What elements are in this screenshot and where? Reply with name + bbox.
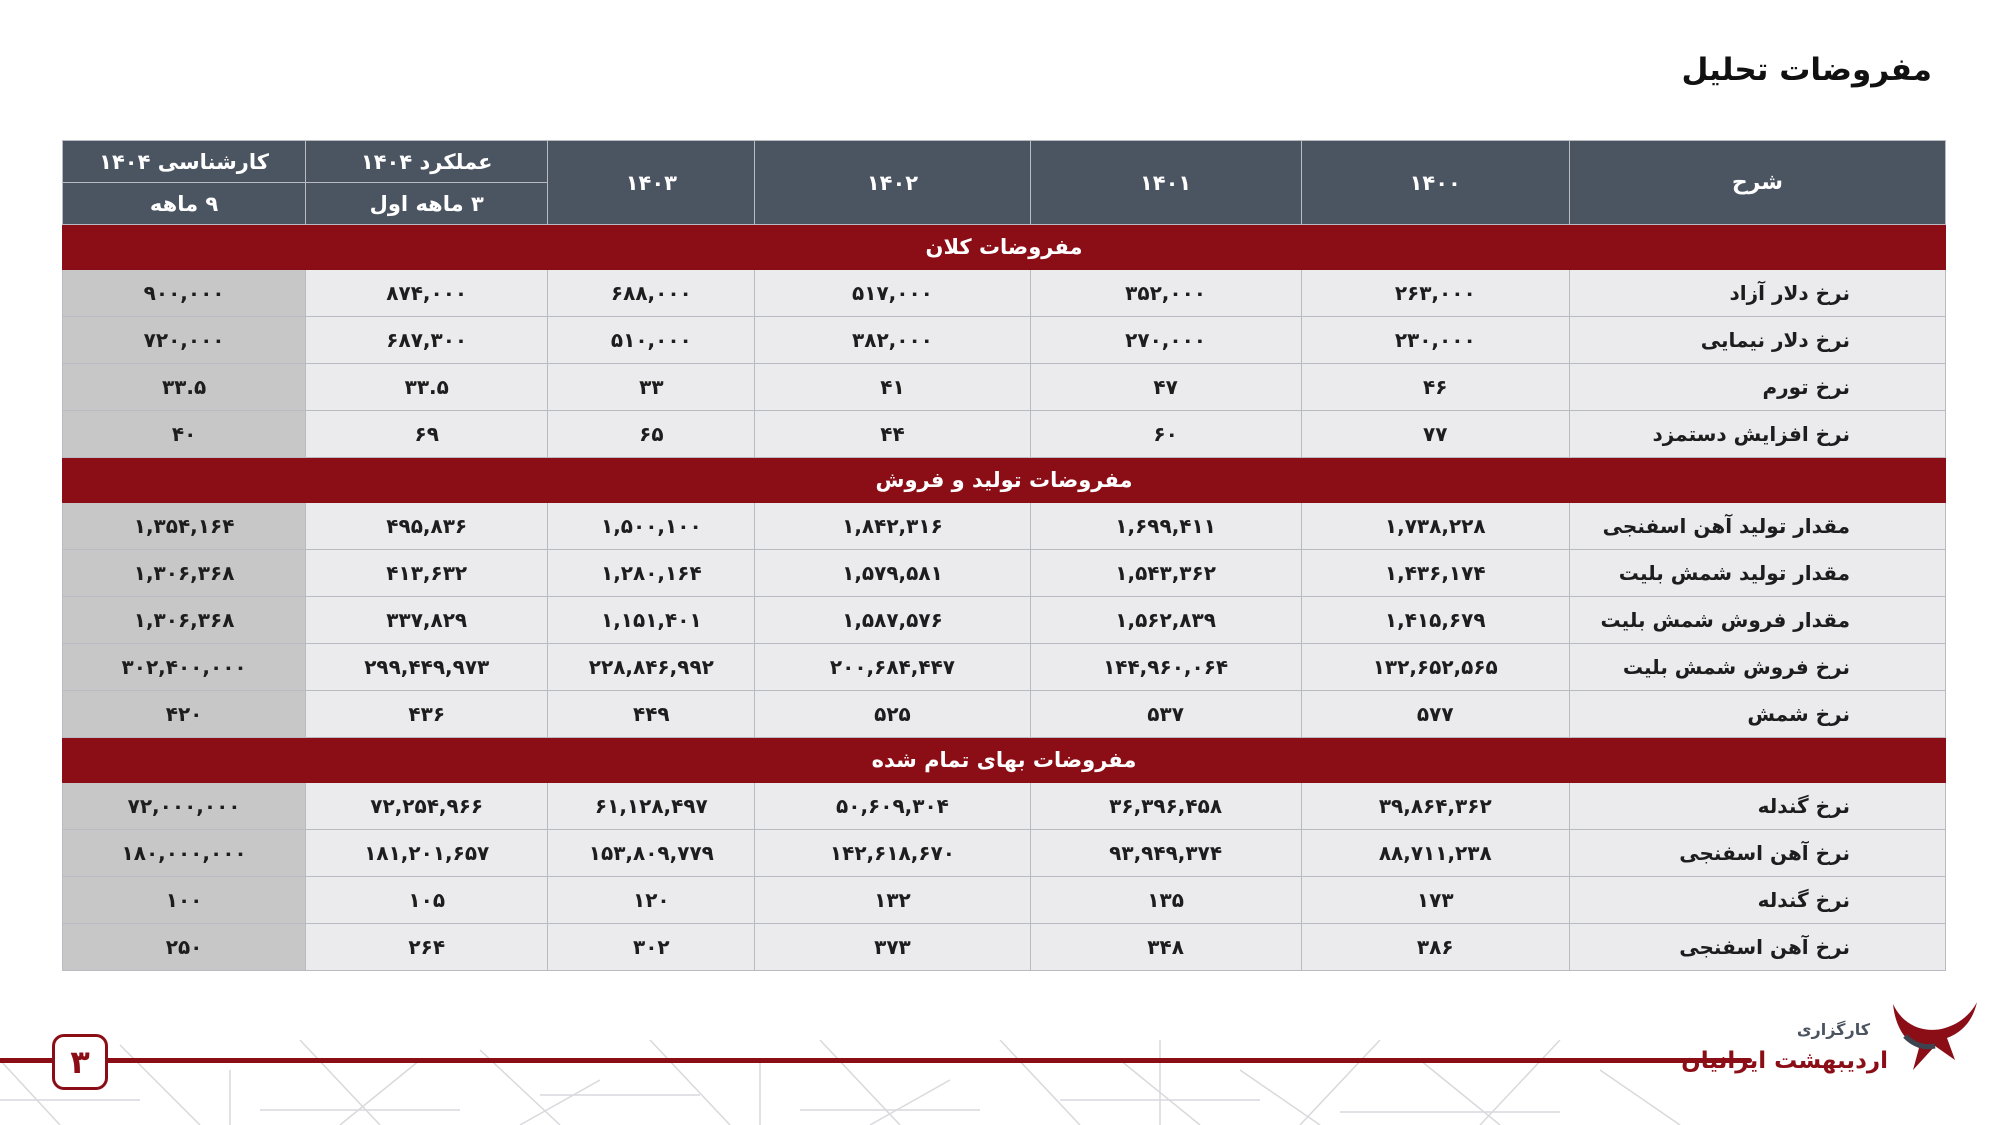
table-cell: ۴۰	[63, 411, 306, 458]
table-cell: ۶۸۷,۳۰۰	[306, 317, 548, 364]
table-cell: ۱۷۳	[1301, 877, 1569, 924]
table-cell: ۳۳	[548, 364, 755, 411]
table-cell: ۱,۳۰۶,۳۶۸	[63, 550, 306, 597]
table-cell: ۱,۵۸۷,۵۷۶	[755, 597, 1030, 644]
header-exp-bottom: ۹ ماهه	[63, 183, 306, 225]
table-cell: ۵۱۰,۰۰۰	[548, 317, 755, 364]
table-row	[63, 597, 1946, 644]
table-row	[63, 317, 1946, 364]
table-cell: ۷۲۰,۰۰۰	[63, 317, 306, 364]
table-cell: ۹۰۰,۰۰۰	[63, 270, 306, 317]
table-cell: ۹۳,۹۴۹,۳۷۴	[1030, 830, 1301, 877]
table-row	[63, 270, 1946, 317]
bull-logo-icon	[1885, 996, 1980, 1096]
row-label: نرخ گندله	[1569, 783, 1945, 830]
table-cell: ۲۷۰,۰۰۰	[1030, 317, 1301, 364]
table-cell: ۱,۵۰۰,۱۰۰	[548, 503, 755, 550]
section-title: مفروضات تولید و فروش	[63, 458, 1946, 503]
table-cell: ۳۷۳	[755, 924, 1030, 971]
header-perf-top: عملکرد ۱۴۰۴	[306, 141, 548, 183]
table-row	[63, 503, 1946, 550]
row-label: نرخ گندله	[1569, 877, 1945, 924]
header-year-1400: ۱۴۰۰	[1301, 141, 1569, 225]
header-exp-top: کارشناسی ۱۴۰۴	[63, 141, 306, 183]
table-row	[63, 924, 1946, 971]
table-cell: ۳۴۸	[1030, 924, 1301, 971]
table-cell: ۲۳۰,۰۰۰	[1301, 317, 1569, 364]
table-cell: ۲۰۰,۶۸۴,۴۴۷	[755, 644, 1030, 691]
table-cell: ۲۶۳,۰۰۰	[1301, 270, 1569, 317]
table-cell: ۳۳.۵	[63, 364, 306, 411]
table-cell: ۱,۵۷۹,۵۸۱	[755, 550, 1030, 597]
table-cell: ۱,۱۵۱,۴۰۱	[548, 597, 755, 644]
table-cell: ۵۷۷	[1301, 691, 1569, 738]
row-label: نرخ آهن اسفنجی	[1569, 830, 1945, 877]
table-cell: ۳۰۲	[548, 924, 755, 971]
section-title: مفروضات بهای تمام شده	[63, 738, 1946, 783]
table-cell: ۲۲۸,۸۴۶,۹۹۲	[548, 644, 755, 691]
page-number-badge: ۳	[52, 1034, 108, 1090]
table-cell: ۳۳.۵	[306, 364, 548, 411]
table-cell: ۱,۶۹۹,۴۱۱	[1030, 503, 1301, 550]
table-cell: ۴۱۳,۶۳۲	[306, 550, 548, 597]
table-cell: ۴۶	[1301, 364, 1569, 411]
header-year-1403: ۱۴۰۳	[548, 141, 755, 225]
table-row	[63, 364, 1946, 411]
row-label: نرخ دلار آزاد	[1569, 270, 1945, 317]
table-cell: ۱,۵۴۳,۳۶۲	[1030, 550, 1301, 597]
table-row	[63, 691, 1946, 738]
table-cell: ۱۰۰	[63, 877, 306, 924]
header-perf-bottom: ۳ ماهه اول	[306, 183, 548, 225]
table-cell: ۳۸۶	[1301, 924, 1569, 971]
table-cell: ۲۶۴	[306, 924, 548, 971]
table-cell: ۱۰۵	[306, 877, 548, 924]
table-cell: ۳۸۲,۰۰۰	[755, 317, 1030, 364]
section-header-row	[63, 738, 1946, 783]
table-row	[63, 411, 1946, 458]
table-row	[63, 783, 1946, 830]
table-cell: ۷۲,۲۵۴,۹۶۶	[306, 783, 548, 830]
table-cell: ۱,۳۵۴,۱۶۴	[63, 503, 306, 550]
table-cell: ۴۴	[755, 411, 1030, 458]
section-title: مفروضات کلان	[63, 225, 1946, 270]
assumptions-table	[62, 140, 1946, 971]
table-cell: ۱,۲۸۰,۱۶۴	[548, 550, 755, 597]
table-cell: ۱۳۵	[1030, 877, 1301, 924]
table-cell: ۱,۳۰۶,۳۶۸	[63, 597, 306, 644]
table-row	[63, 830, 1946, 877]
table-row	[63, 550, 1946, 597]
table-cell: ۱,۸۴۲,۳۱۶	[755, 503, 1030, 550]
table-cell: ۷۲,۰۰۰,۰۰۰	[63, 783, 306, 830]
table-cell: ۱,۴۱۵,۶۷۹	[1301, 597, 1569, 644]
table-cell: ۱۳۲	[755, 877, 1030, 924]
logo-small-text: کارگزاری	[1796, 1020, 1870, 1039]
header-year-1401: ۱۴۰۱	[1030, 141, 1301, 225]
row-label: مقدار تولید شمش بلیت	[1569, 550, 1945, 597]
row-label: نرخ افزایش دستمزد	[1569, 411, 1945, 458]
table-cell: ۳۹,۸۶۴,۳۶۲	[1301, 783, 1569, 830]
table-cell: ۴۳۶	[306, 691, 548, 738]
table-cell: ۲۵۰	[63, 924, 306, 971]
row-label: مقدار تولید آهن اسفنجی	[1569, 503, 1945, 550]
table-cell: ۶۸۸,۰۰۰	[548, 270, 755, 317]
table-cell: ۱۴۴,۹۶۰,۰۶۴	[1030, 644, 1301, 691]
footer-pattern	[0, 1040, 1900, 1125]
table-cell: ۸۷۴,۰۰۰	[306, 270, 548, 317]
table-row	[63, 877, 1946, 924]
table-cell: ۳۵۲,۰۰۰	[1030, 270, 1301, 317]
row-label: نرخ شمش	[1569, 691, 1945, 738]
table-row	[63, 644, 1946, 691]
table-cell: ۵۱۷,۰۰۰	[755, 270, 1030, 317]
table-cell: ۱۲۰	[548, 877, 755, 924]
row-label: نرخ فروش شمش بلیت	[1569, 644, 1945, 691]
table-cell: ۵۳۷	[1030, 691, 1301, 738]
logo-main-text: اردیبهشت ایرانیان	[1681, 1048, 1888, 1074]
table-cell: ۱,۵۶۲,۸۳۹	[1030, 597, 1301, 644]
table-cell: ۴۲۰	[63, 691, 306, 738]
section-header-row	[63, 225, 1946, 270]
page-title: مفروضات تحلیل	[1681, 52, 1932, 88]
company-logo	[1681, 996, 1980, 1096]
row-label: مقدار فروش شمش بلیت	[1569, 597, 1945, 644]
table-cell: ۵۰,۶۰۹,۳۰۴	[755, 783, 1030, 830]
table-cell: ۴۷	[1030, 364, 1301, 411]
table-cell: ۴۴۹	[548, 691, 755, 738]
footer-line	[0, 1058, 1752, 1063]
table-cell: ۱,۴۳۶,۱۷۴	[1301, 550, 1569, 597]
row-label: نرخ تورم	[1569, 364, 1945, 411]
table-cell: ۶۹	[306, 411, 548, 458]
table-cell: ۸۸,۷۱۱,۲۳۸	[1301, 830, 1569, 877]
table-cell: ۴۹۵,۸۳۶	[306, 503, 548, 550]
table-cell: ۱۴۲,۶۱۸,۶۷۰	[755, 830, 1030, 877]
header-year-1402: ۱۴۰۲	[755, 141, 1030, 225]
table-cell: ۱۸۱,۲۰۱,۶۵۷	[306, 830, 548, 877]
table-cell: ۴۱	[755, 364, 1030, 411]
table-cell: ۳۳۷,۸۲۹	[306, 597, 548, 644]
table-cell: ۱۵۳,۸۰۹,۷۷۹	[548, 830, 755, 877]
header-desc: شرح	[1569, 141, 1945, 225]
table-cell: ۱,۷۳۸,۲۲۸	[1301, 503, 1569, 550]
row-label: نرخ دلار نیمایی	[1569, 317, 1945, 364]
table-cell: ۳۰۲,۴۰۰,۰۰۰	[63, 644, 306, 691]
row-label: نرخ آهن اسفنجی	[1569, 924, 1945, 971]
table-cell: ۱۸۰,۰۰۰,۰۰۰	[63, 830, 306, 877]
table-cell: ۳۶,۳۹۶,۴۵۸	[1030, 783, 1301, 830]
table-cell: ۱۳۲,۶۵۲,۵۶۵	[1301, 644, 1569, 691]
table-cell: ۲۹۹,۴۴۹,۹۷۳	[306, 644, 548, 691]
table-cell: ۶۰	[1030, 411, 1301, 458]
table-cell: ۵۲۵	[755, 691, 1030, 738]
table-cell: ۶۵	[548, 411, 755, 458]
section-header-row	[63, 458, 1946, 503]
table-cell: ۷۷	[1301, 411, 1569, 458]
table-cell: ۶۱,۱۲۸,۴۹۷	[548, 783, 755, 830]
